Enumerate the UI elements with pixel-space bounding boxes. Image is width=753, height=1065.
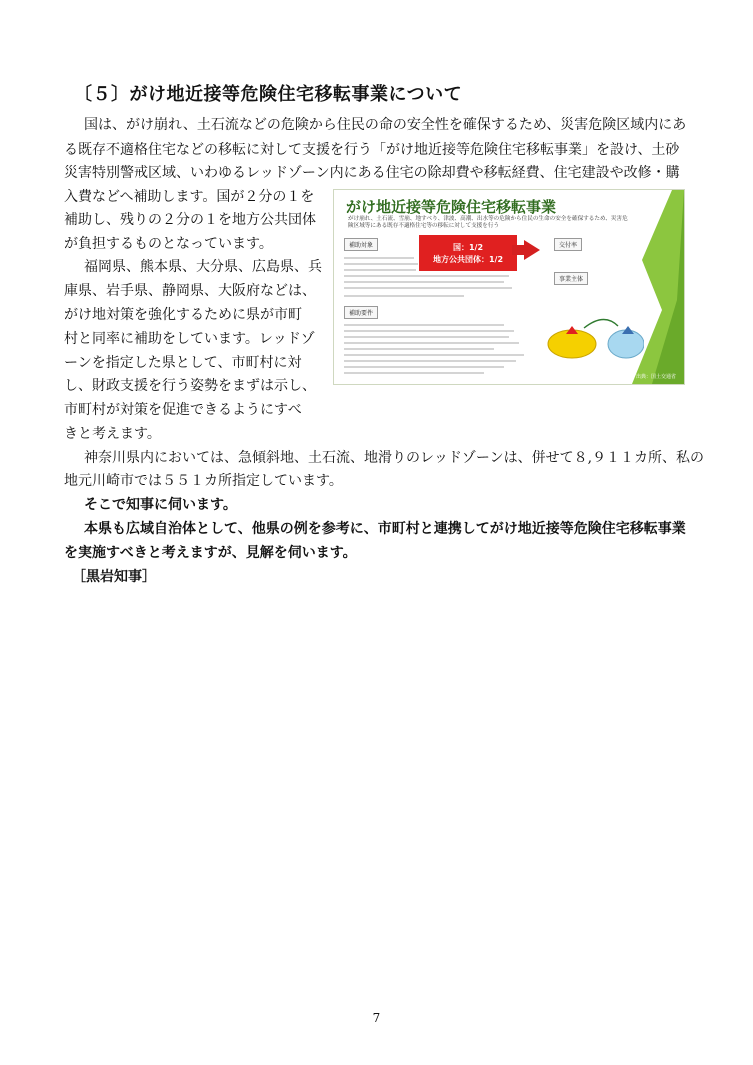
program-slide-figure (333, 189, 685, 385)
slide-title: がけ地近接等危険住宅移転事業 (346, 198, 557, 216)
slide-credit: 出典：国土交通省 (635, 374, 676, 380)
slide-description: がけ崩れ、土石流、雪崩、地すべり、津波、高潮、出水等の危険から住民の生命の安全を確保するため、災害危険区域等にある既存不適格住宅等の移転に対して支援を行う (348, 216, 628, 229)
question-line: を実施すべきと考えますが、見解を伺います。 (64, 545, 357, 561)
paragraph-line: 福岡県、熊本県、大分県、広島県、兵 (84, 259, 322, 275)
grant-rate-label: 交付率 (554, 238, 582, 251)
project-entity-label: 事業主体 (554, 272, 588, 285)
cost-share-national: 国：1/2 (452, 243, 484, 252)
paragraph-line: がけ地対策を強化するために県が市町 (64, 307, 302, 323)
page-number: 7 (372, 1011, 381, 1025)
paragraph-line: が負担するものとなっています。 (64, 236, 273, 252)
answerer-label: ［黒岩知事］ (72, 569, 156, 585)
paragraph-line: 庫県、岩手県、静岡県、大阪府などは、 (64, 283, 316, 299)
paragraph-line: 国は、がけ崩れ、土石流などの危険から住民の命の安全性を確保するため、災害危険区域内にあ (84, 117, 687, 133)
relocation-diagram (544, 308, 644, 374)
question-intro: そこで知事に伺います。 (84, 497, 237, 513)
cost-share-local: 地方公共団体：1/2 (432, 255, 504, 264)
subsidy-requirement-label: 補助要件 (344, 306, 378, 319)
subsidy-target-label: 補助対象 (344, 238, 378, 251)
paragraph-line: 災害特別警戒区域、いわゆるレッドゾーン内にある住宅の除却費や移転経費、住宅建設や改修・購 (64, 165, 680, 181)
paragraph-line: きと考えます。 (64, 426, 161, 442)
paragraph-line: し、財政支援を行う姿勢をまずは示し、 (64, 378, 316, 394)
paragraph-line: 地元川崎市では５５１カ所指定しています。 (64, 473, 343, 489)
cost-share-box (418, 234, 518, 272)
right-arrow-icon (524, 240, 540, 260)
paragraph-line: 村と同率に補助をしています。レッドゾ (64, 331, 315, 347)
paragraph-line: る既存不適格住宅などの移転に対して支援を行う「がけ地近接等危険住宅移転事業」を設け、土砂 (64, 142, 680, 158)
paragraph-line: 入費などへ補助します。国が２分の１を (64, 189, 315, 205)
paragraph-line: ーンを指定した県として、市町村に対 (64, 355, 302, 371)
fine-print-lines (344, 322, 544, 378)
paragraph-line: 市町村が対策を促進できるようにすべ (64, 402, 302, 418)
question-line: 本県も広域自治体として、他県の例を参考に、市町村と連携してがけ地近接等危険住宅移転事業 (84, 521, 686, 537)
paragraph-line: 神奈川県内においては、急傾斜地、土石流、地滑りのレッドゾーンは、併せて８,９１１カ所、私の (84, 450, 705, 466)
section-heading: 〔５〕がけ地近接等危険住宅移転事業について (74, 84, 463, 105)
paragraph-line: 補助し、残りの２分の１を地方公共団体 (64, 212, 316, 228)
